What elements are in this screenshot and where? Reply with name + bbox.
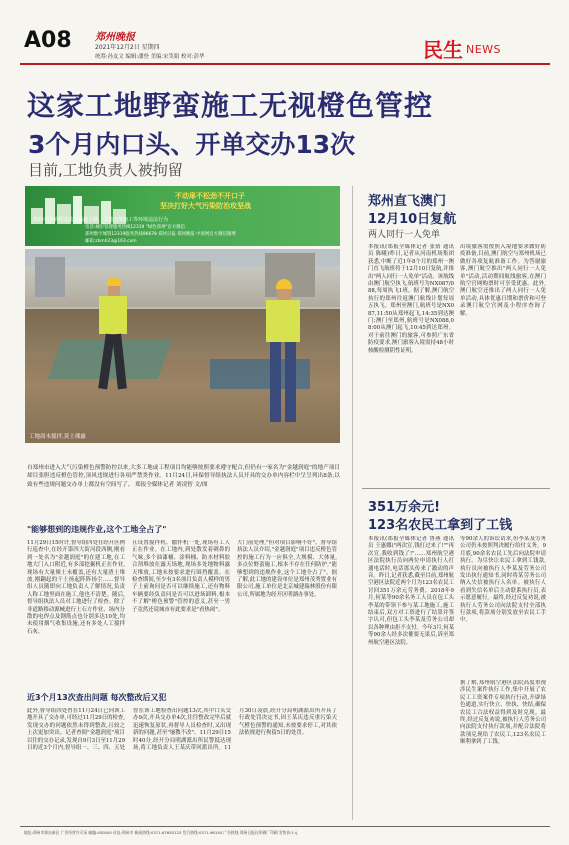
worker-figure-right	[260, 279, 305, 439]
banner-info-2: 电话:城市管理服务热线12319 "绿色郑州"官方微信	[85, 225, 185, 230]
brand-logo: 郑州晚报	[95, 32, 135, 43]
footer-rule	[20, 826, 550, 827]
footer-info: 地址:郑州市郑东新区 广告经营许可证 邮编:450000 社址:郑州市 新闻热线:0371-67655123 发行热线:0371-96150 广告热线 郑州日报社印刷厂印刷 零售价:1元	[24, 830, 298, 835]
construction-photo	[25, 249, 340, 443]
pollution-banner	[25, 186, 340, 246]
banner-info-1: 欢迎市民举报违法车辆道上路、工地违规施工等环境违法行为	[33, 217, 169, 223]
article2-title-2: 12月10日复航	[368, 212, 457, 227]
article2-col2: 出境旅客需按照入境地要求做好防疫准备,目前,澳门航空与郑州机场已做好各项复航准备工作。为答谢旅客,澳门航空推出"两人同行一人免单"活动,活动期间航线旅客,在澳门航空官网购票时可享受优惠。此外,澳门航空还推出了两人同行一人免单活动,具体优惠日期和票价和可登录澳门航空官网及小程序查询了解。	[460, 244, 546, 317]
banner-info-4: 邮箱:zbmh23@163.com	[85, 239, 137, 244]
section-label-en: NEWS	[466, 43, 502, 56]
section-heading-2: 近3个月13次查出问题 每次整改后又犯	[27, 693, 167, 702]
main-headline-line1: 这家工地野蛮施工无视橙色管控	[27, 89, 434, 122]
article3-title-2: 123名农民工拿到了工钱	[368, 518, 513, 533]
article-lead: 自郑州市进入大气污染橙色预警防控以来,大多工地或工程项目均能够按照要求遵守配合,但仍有一家名为"金越润庭"的地产项目却目张胆违反橙色管控,顶风违规进行各项严禁类作业。11月24日,环保督导组执法人员开具的交办单内容栏中呈呈列出8条,以致有些违规问题交办单上都没有空间写了。 郑报全媒体记者 刘凌智 文/图	[27, 465, 340, 488]
main-body-col3: 大门前处理,"但对项目影响不好"。督导组执法人员介绍,"金越润庭"项目违反橙色管控的施工行为一应俱全,大规模、大体量,多点位野蛮施工,根本不存在任何防护,"能够想到的违规作业,这个工地全占了"。据了解,此工地的建设单位是郑州茂秀置业有限公司,施工单位是北京城建瑞林股份有限公司,所属地为经开区明湖办事处。	[237, 540, 337, 598]
article3-col1: 本报讯(郑报全媒体记者 鲁燕 通讯员 王惠娜)"两次宣,钱打过来了!""再次宣,我收到钱了!"……郑州航空港区法院执行员向两位申请执行人打通电话时,电话那头传来了激动的声音。昨日,记者获悉,截至目前,郑州航空港区法院近两个月为123名农民工讨回351万余元劳务费。2018年9月,何某等90余名务工人员在包工头李某的带领下参与某工地施工,施工结束后,双方对工资进行了结算并签字认可,但包工头李某及劳务公司却以各种理由拒不支付。今年3月,何某等90余人经多次催要无果后,诉至郑州航空港区法院。	[368, 536, 454, 646]
header-rule	[20, 63, 550, 65]
article2-subtitle: 两人同行一人免单	[368, 230, 441, 240]
worker-figure-left	[93, 277, 133, 397]
header-date: 2021年12月2日 星期四	[95, 44, 160, 51]
main-body-col4: 此外,督导组四处曾在11月24日已向该工地开具了交办单,可经过11月29日的检查,发现交办的问题依然未得到整改,且较之上次更加突出。记者查阅"金越润庭"项目以往的交办记录,发现自9月3日至11月29日的近3个月内,督导组一、三、四、五处曾在该工地检查出问题13次,其中口头交办9次,开具交办单4次,往往整改完毕后就迅速恢复原状,再督导人员检查时,又出现新的问题,甚至"屡教不改"。11月29日15时40分,经开分局明湖派出所民警抵达现场,将工地负责人王某庆带回派出所。11月30日凌晨,经开分局明湖派出所开具了行政处罚决定书,因王某庆违反重污染天气橙色预警的通知,未按要求停工,对其依法依规进行拘留5日的处罚。	[27, 708, 337, 752]
section-heading-1: "能够想到的违规作业,这个工地全占了"	[27, 525, 167, 534]
banner-slogan-2: 坚决打好大气污染防治攻坚战	[160, 202, 251, 210]
main-body-col1: 11月29日15时许,督导组四处在经开区例行巡查中,在经开第四大街河段西侧,刚看到一处名为"金越润庭"的在建工地,在工地大门入口附近,有多部挖掘机正在作业,现场有大量裸土未覆盖,还有大量渣土堆放,刚翻起的干土扬起阵阵扬尘……督导组人员随即向工地负责人了解情况,负责人称工地里面在施工,他也不清楚。随后,督导组执法人员对工地进行了检查。除了非道路移动源械进行土石方作业、场内分散的电焊点及钢筋点也分别多达10处,均未使用烟气收集设施,还有多处人工搅拌石灰。	[27, 540, 125, 635]
article3-col3: 据了解,郑州航空港区法院高度重视涉民生案件执行工作,集中开展了农民工工资案件专项执行行动,开辟绿色通道,实行快立、快执、快结,确保农民工合法权益得到及时兑现。最终,经过反复劝说,被执行人劳务公司向法院支付执行款项,并配合法院将款项兑现给了农民工,123名农民工顺利拿到了工钱。	[460, 680, 546, 746]
section-label: 民生	[423, 38, 463, 62]
article-separator	[362, 488, 550, 489]
main-body-col2: 且设置搅拌机、撒拌机一处,现场有工人正在作业。在工地内,到处散发着刺鼻的气味,多个油漆桶、涂料桶、防水材料胶合剂堆放在露天场地,现场多处地物料露天堆放,工地未按要求进行围挡覆盖。在检查期间,至少有3名项目负责人模样的男子上前询问是否可以继续施工,还有物料车辆要经负责问是否可以进场卸料,根本不了解"橙色预警"管控的意义,甚至一男子竟然还说城市有此要求是"看热闹"。	[132, 540, 230, 613]
article2-title-1: 郑州直飞澳门	[368, 194, 447, 209]
main-subheadline: 目前,工地负责人被拘留	[28, 161, 183, 179]
column-divider	[352, 186, 353, 820]
article3-title-1: 351万余元!	[368, 500, 441, 515]
article2-col1: 本报讯(郑报全媒体记者 张倩 通讯员 陈曦)昨日,记者从河南机场集团获悉,中断了近1年8个月的郑州一澳门直飞航班将于12月10日复航,并推出"两人同行一人免单"活动。该航线由澳门航空执飞,航班号为NX087/088,每周执飞1班。据了解,澳门航空执行的郑州往返澳门航线计划每周五执飞。郑州至澳门,航班号是NX087,11:50从郑州起飞,14:35到达澳门;澳门至郑州,航班号是NX088,08:00从澳门起飞,10:45到达郑州。对于前往澳门的旅客,可参照广东省防疫要求,澳门旅客入境需持48小时核酸检测阴性证明。	[368, 244, 454, 354]
photo-caption: 工地商末搅拌,黄土裸露	[29, 434, 86, 440]
page-number: A08	[24, 28, 72, 53]
banner-info-3: 郑州数字城管12319服务热线96678 郑州日报 郑州晚报 中原网官方微信微博	[85, 232, 236, 237]
main-headline-line2: 3个月内口头、开单交办13次	[28, 130, 356, 159]
header-staff: 统筹:孙友文 编辑:潘登 美编:宋笑娟 校对:彭华	[95, 54, 205, 60]
article3-col2: 等90余人的诉讼请求,但李某及劳务公司仍未按照判决履行给付义务。9月底,90余名农民工先后向法院申请执行。为尽快让农民工拿到工钱款,执行员向被执行人李某及劳务公司发出执行通知书,同时将某劳务公司纳入失信被执行人名单。被执行人看到失信名单后主动联系执行员,表示愿意履行。最终,经过反复劝说,被执行人劳务公司向法院支付全部执行款项,将款项分别发放至农民工手中。	[460, 536, 546, 624]
banner-slogan-1: 不动扉不松劲不开口子	[175, 192, 245, 200]
